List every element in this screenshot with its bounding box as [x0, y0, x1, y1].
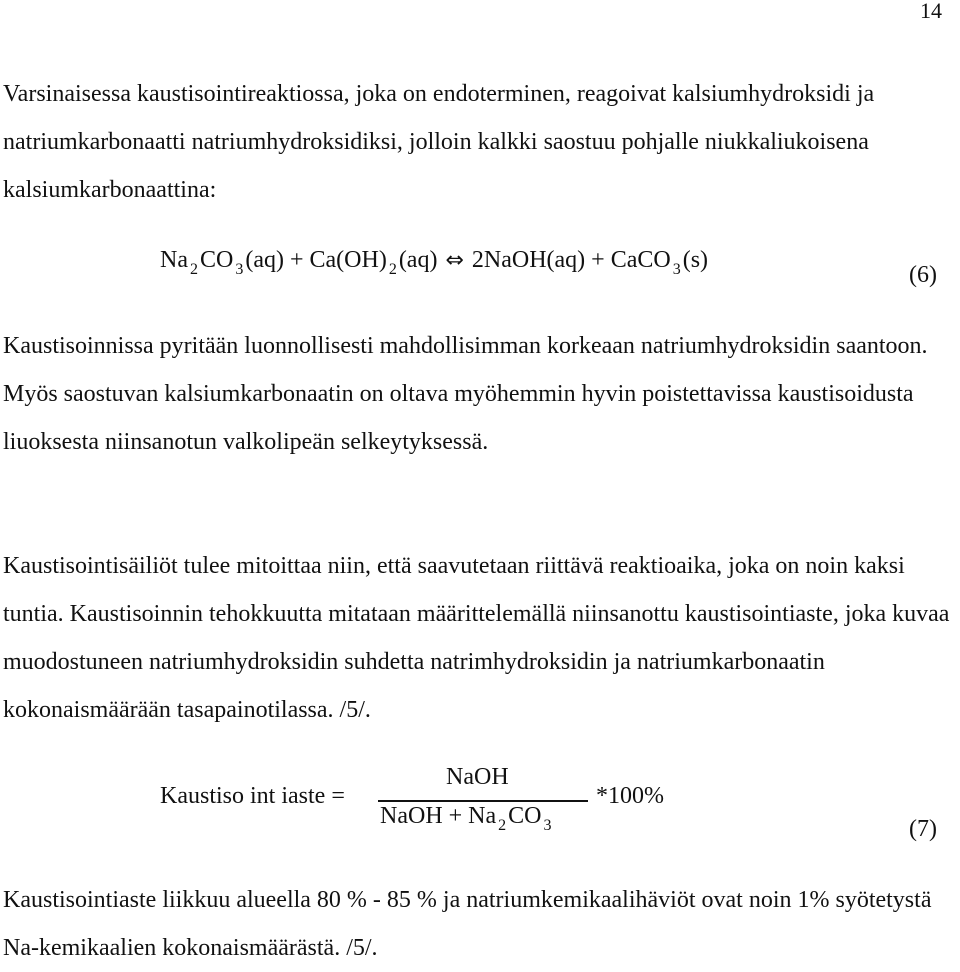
- eq6-co: CO: [199, 247, 234, 273]
- eq6-products: 2NaOH(aq) + CaCO: [471, 247, 671, 273]
- eq7-lhs: Kaustiso int iaste =: [160, 783, 345, 809]
- paragraph-yield: Kaustisoinnissa pyritään luonnollisesti mahdollisimman korkeaan natriumhydroksidin saantoon. Myös saostuvan kalsiumkarbonaatin on oltava myöhemmin hyvin poistettavissa kaustisoidusta liuoksesta niinsanotun valkolipeän selkeytyksessä.: [3, 333, 928, 455]
- paragraph-intro: Varsinaisessa kaustisointireaktiossa, joka on endoterminen, reagoivat kalsiumhydroksidi ja natriumkarbonaatti natriumhydroksidiksi, jolloin kalkki saostuu pohjalle niukkaliukoisena kalsiumkarbonaattina:: [3, 81, 875, 203]
- eq6-sub: 2: [189, 261, 198, 278]
- eq7-den-a: NaOH + Na: [380, 803, 497, 829]
- eq6-aq2: (aq): [398, 247, 438, 273]
- equilibrium-arrow-icon: ⇔: [445, 248, 464, 273]
- eq7-den-sub: 2: [498, 817, 507, 834]
- eq6-sub: 3: [672, 261, 681, 278]
- eq6-sub: 2: [388, 261, 397, 278]
- eq6-na: Na: [160, 247, 188, 273]
- eq6-sub: 3: [235, 261, 244, 278]
- fraction-bar: [378, 800, 588, 802]
- paragraph-degree: Kaustisointiaste liikkuu alueella 80 % - 85 % ja natriumkemikaalihäviöt ovat noin 1% syötetystä Na-kemikaalien kokonaismäärästä. /5/.: [3, 887, 932, 961]
- eq7-denominator: [380, 803, 554, 834]
- eq7-multiplier: *100%: [596, 783, 664, 809]
- paragraph-tanks: Kaustisointisäiliöt tulee mitoittaa niin, että saavutetaan riittävä reaktioaika, joka on noin kaksi tuntia. Kaustisoinnin tehokkuutta mitataan määrittelemällä niinsanottu kaustisointiaste, joka kuvaa muodostuneen natriumhydroksidin suhdetta natrimhydroksidin ja natriumkarbonaatin kokonaismäärään tasapainotilassa. /5/.: [3, 553, 950, 723]
- eq7-den-sub: 3: [543, 817, 552, 834]
- eq7-numerator: NaOH: [446, 764, 509, 790]
- equation-6-number: (6): [909, 262, 937, 288]
- page-number: 14: [920, 0, 942, 23]
- eq6-state: (s): [682, 247, 709, 273]
- equation-6: [160, 247, 709, 278]
- equation-7-number: (7): [909, 816, 937, 842]
- eq6-aq1: (aq) + Ca(OH): [245, 247, 387, 273]
- eq7-den-b: CO: [508, 803, 542, 829]
